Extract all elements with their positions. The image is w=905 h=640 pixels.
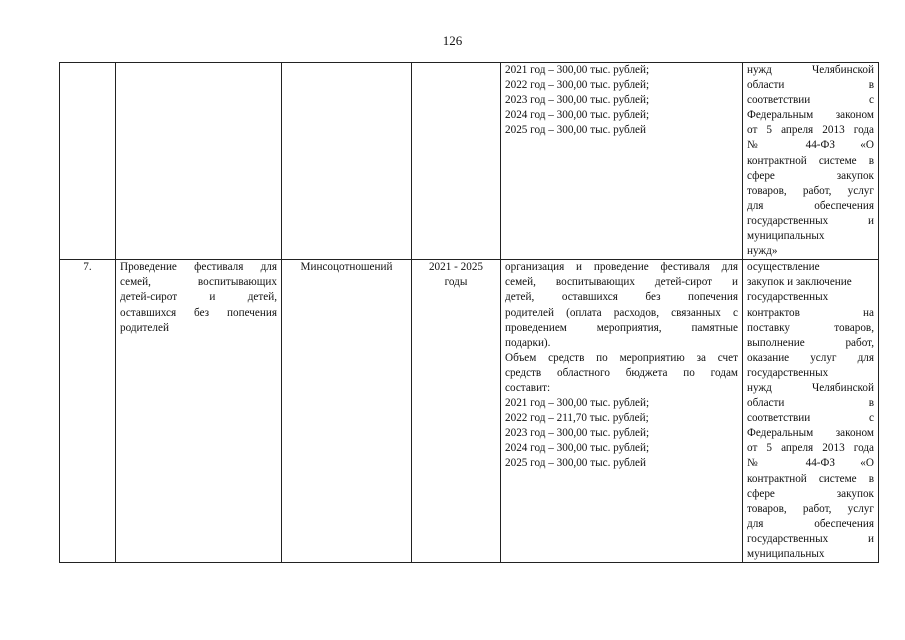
table-row-continued [60, 63, 879, 260]
funding-line: 2024 год – 300,00 тыс. рублей; [505, 442, 650, 455]
description-line: проведением мероприятия, памятные [505, 321, 738, 334]
result-line: закупок и заключение [747, 276, 852, 289]
row-number: 7. [83, 261, 92, 274]
result-line: государственных [747, 366, 829, 379]
description-line: составит: [505, 381, 551, 394]
result-line: государственных [747, 291, 829, 304]
result-line: области в [747, 397, 874, 410]
funding-line: 2023 год – 300,00 тыс. рублей; [505, 94, 650, 107]
result-line: Федеральным законом [747, 427, 874, 440]
funding-line: 2024 год – 300,00 тыс. рублей; [505, 109, 650, 122]
description-line: родителей (оплата расходов, связанных с [505, 306, 738, 319]
event-line: детей-сирот и детей, [120, 291, 277, 304]
cell-period [412, 260, 501, 563]
cell-result [743, 260, 879, 563]
period-line: годы [444, 276, 468, 289]
table-row-7 [60, 260, 879, 563]
result-line: государственных и [747, 532, 874, 545]
result-line: товаров, работ, услуг [747, 502, 874, 515]
funding-line: 2025 год – 300,00 тыс. рублей [505, 124, 647, 137]
cell-event-name [116, 260, 282, 563]
result-line: контрактной системе в [747, 472, 874, 485]
event-line: родителей [120, 321, 169, 334]
result-line: от 5 апреля 2013 года [747, 124, 874, 137]
description-line: организация и проведение фестиваля для [505, 261, 738, 274]
cell-executor [282, 63, 412, 260]
page-number: 126 [442, 33, 463, 48]
result-line: государственных и [747, 214, 874, 227]
result-line: оказание услуг для [747, 351, 874, 364]
result-line: области в [747, 79, 874, 92]
event-line: оставшихся без попечения [120, 306, 277, 319]
result-line: осуществление [747, 261, 820, 274]
result-line: № 44-ФЗ «О [747, 139, 874, 152]
description-line: семей, воспитывающих детей-сирот и [505, 276, 738, 289]
cell-number [60, 63, 116, 260]
cell-description [501, 260, 743, 563]
result-line: муниципальных [747, 548, 825, 560]
result-line: нужд Челябинской [747, 64, 874, 76]
description-line: детей, оставшихся без попечения [505, 291, 738, 304]
cell-number [60, 260, 116, 563]
funding-line: 2022 год – 211,70 тыс. рублей; [505, 412, 649, 425]
description-line: подарки). [505, 336, 551, 349]
funding-line: 2025 год – 300,00 тыс. рублей [505, 457, 647, 470]
cell-description [501, 63, 743, 260]
result-line: соответствии с [747, 94, 874, 107]
result-line: соответствии с [747, 412, 874, 425]
result-line: муниципальных [747, 230, 825, 243]
event-line: Проведение фестиваля для [120, 261, 277, 274]
description-line: средств областного бюджета по годам [505, 366, 738, 379]
result-line: сфере закупок [747, 487, 874, 500]
result-line: № 44-ФЗ «О [747, 457, 874, 470]
cell-event-name [116, 63, 282, 260]
program-table [59, 62, 879, 563]
result-line: от 5 апреля 2013 года [747, 442, 874, 455]
result-line: для обеспечения [747, 517, 874, 530]
cell-period [412, 63, 501, 260]
result-line: поставку товаров, [747, 321, 874, 334]
event-line: семей, воспитывающих [120, 276, 277, 289]
period-line: 2021 - 2025 [428, 261, 484, 274]
result-line: нужд Челябинской [747, 381, 874, 394]
cell-result [743, 63, 879, 260]
funding-line: 2021 год – 300,00 тыс. рублей; [505, 397, 650, 410]
funding-line: 2021 год – 300,00 тыс. рублей; [505, 64, 650, 76]
result-line: для обеспечения [747, 199, 874, 212]
description-line: Объем средств по мероприятию за счет [505, 351, 738, 364]
result-line: товаров, работ, услуг [747, 184, 874, 197]
result-line: нужд» [747, 245, 778, 258]
result-line: контрактов на [747, 306, 874, 319]
result-line: выполнение работ, [747, 336, 874, 349]
result-line: контрактной системе в [747, 154, 874, 167]
result-line: Федеральным законом [747, 109, 874, 122]
cell-executor [282, 260, 412, 563]
funding-line: 2022 год – 300,00 тыс. рублей; [505, 79, 650, 92]
result-line: сфере закупок [747, 169, 874, 182]
funding-line: 2023 год – 300,00 тыс. рублей; [505, 427, 650, 440]
executor-text: Минсоцотношений [300, 261, 393, 274]
